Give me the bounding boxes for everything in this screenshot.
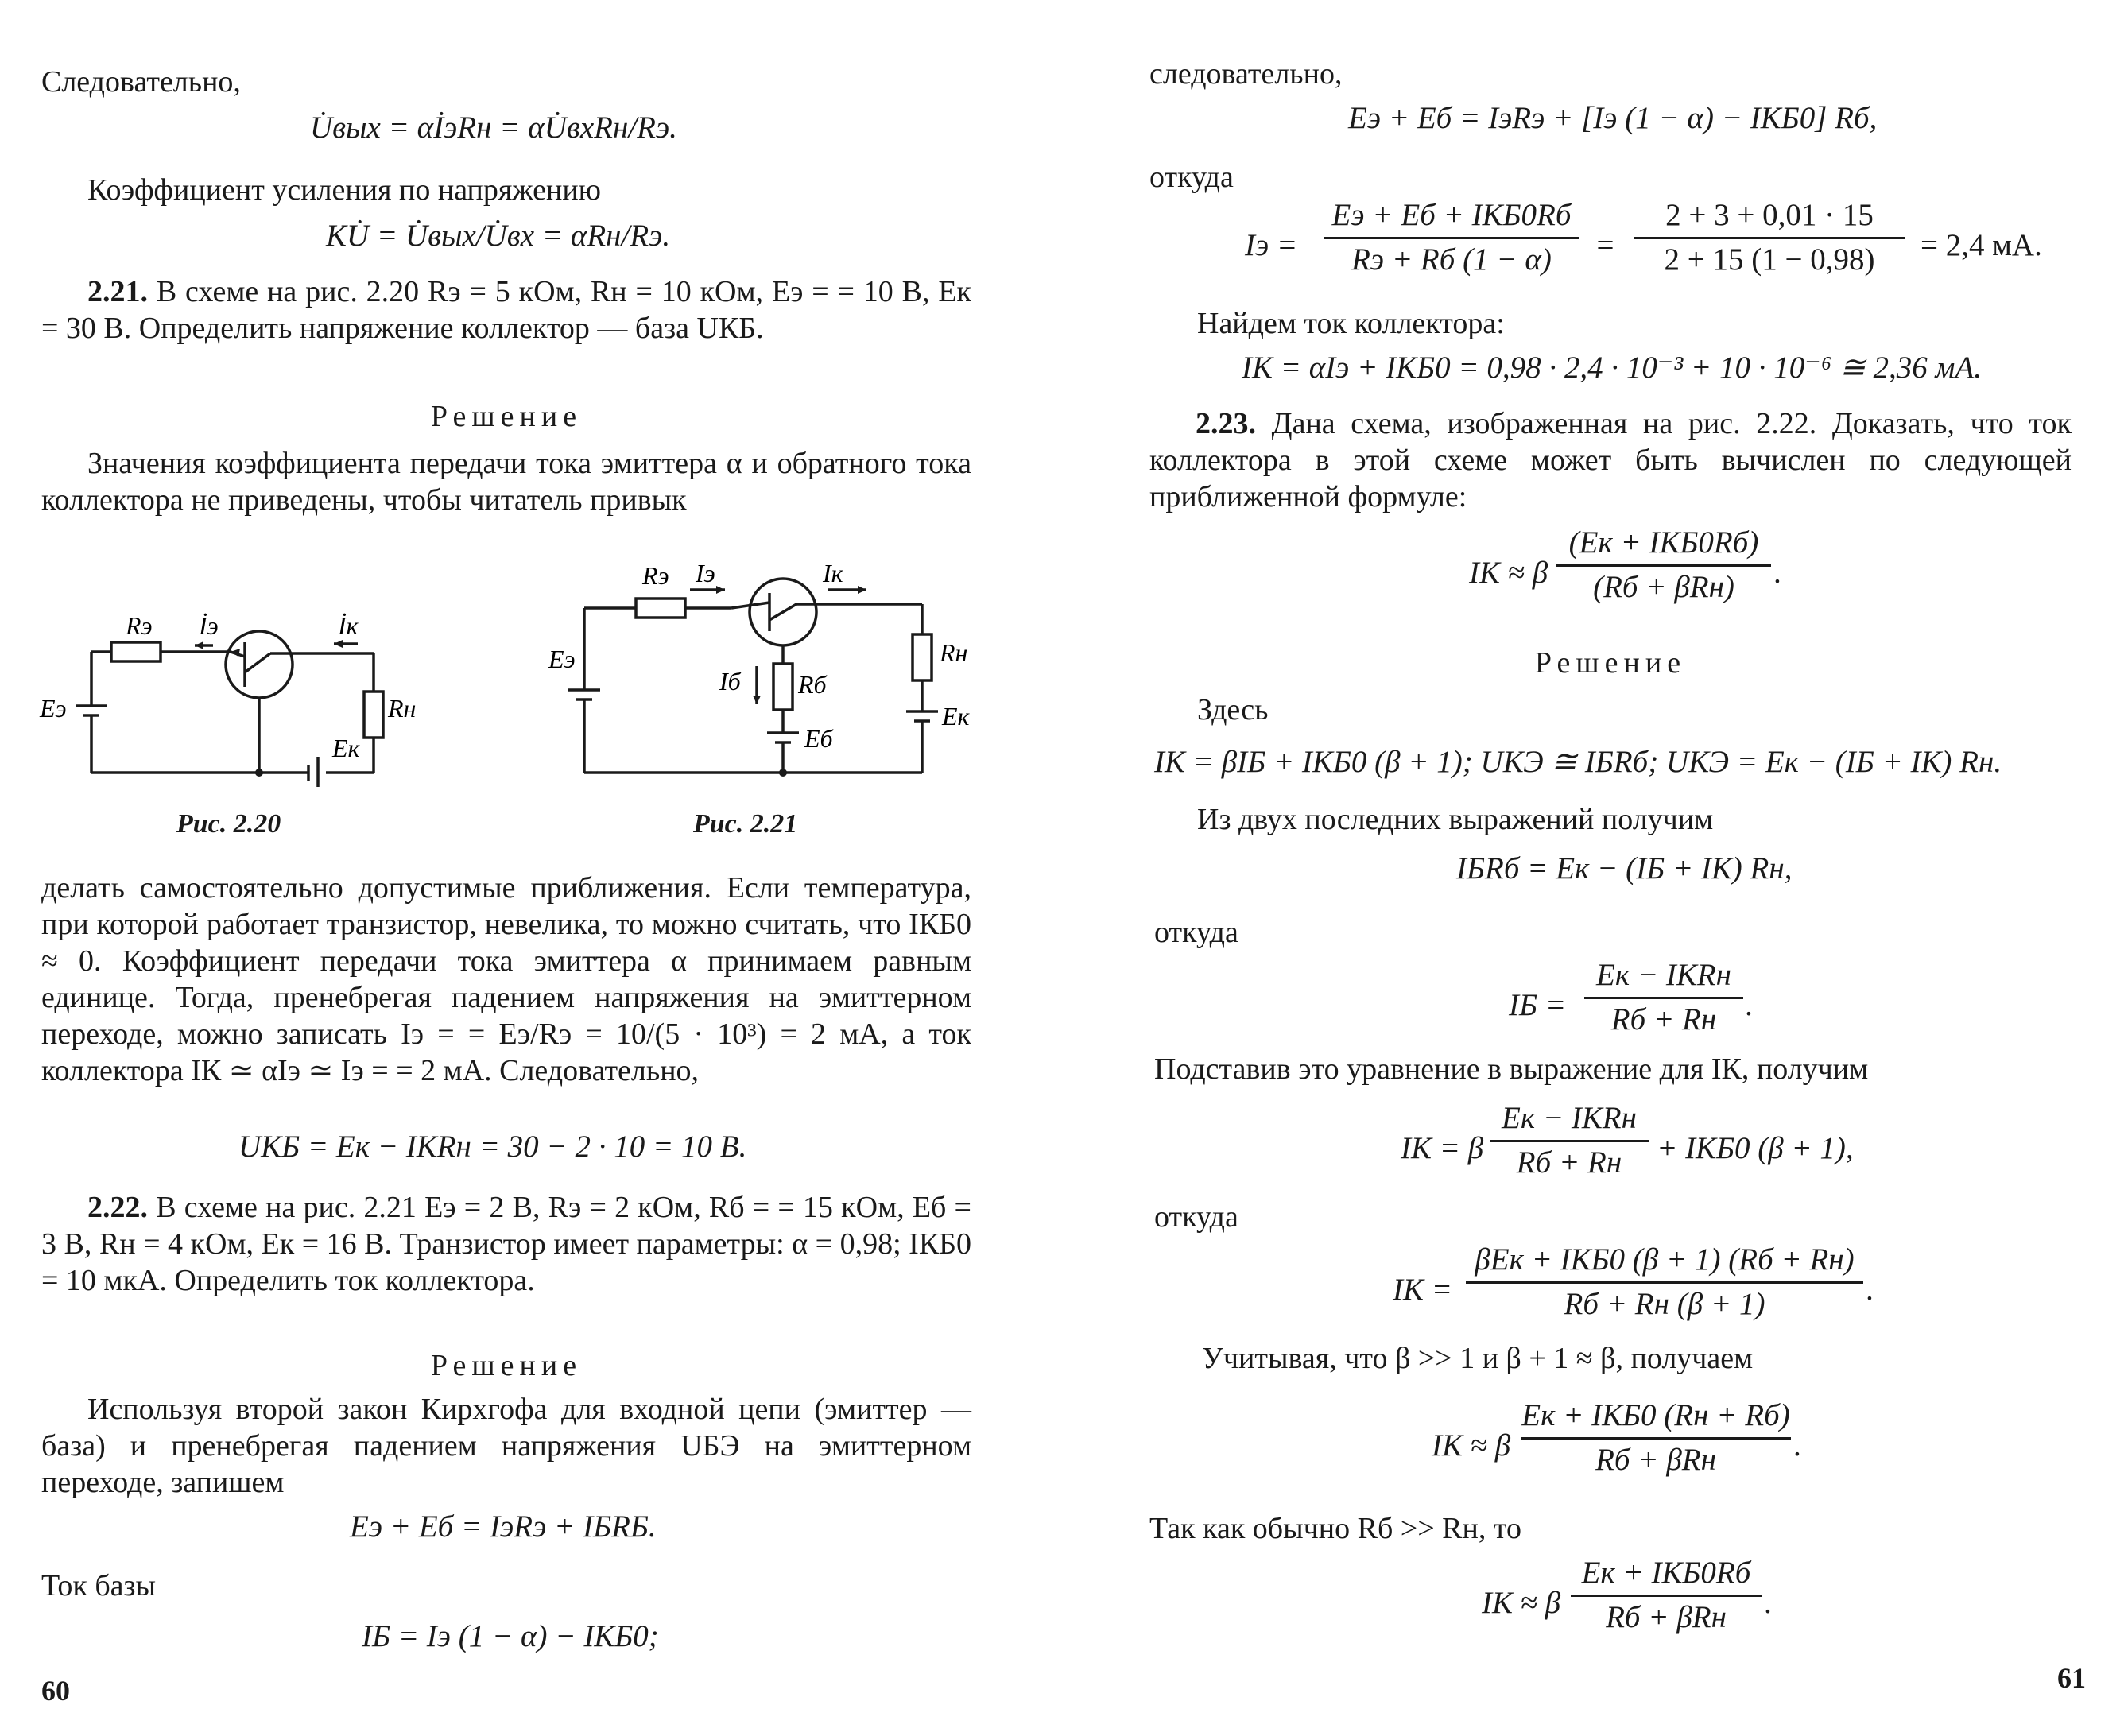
page-number-left: 60 [41,1675,70,1707]
formula-denominator: (Rб + βRн) [1593,570,1734,604]
right-paragraph-9: откуда [1154,1200,1238,1234]
left-paragraph-5: делать самостоятельно допустимые приближения. Если температура, при которой работает транзистор, невелика, то можно считать, что IКБ0 ≈ 0. Коэффициент передачи тока эмиттера α принимаем равным единице. Тогда, пренебрегая падением напряжения на эмиттерном переходе, можно записать Iэ = = Eэ/Rэ = 10/(5 · 10³) = 2 мА, а ток коллектора IК ≃ αIэ ≃ Iэ = = 2 мА. Следовательно, [41,871,971,1087]
formula-end: . [1794,1428,1802,1463]
figure-2-21-caption: Рис. 2.21 [693,809,798,839]
formula-lhs: Iэ = [1245,228,1298,262]
problem-2-21 [41,273,971,347]
page-number-right: 61 [2057,1662,2086,1694]
left-paragraph-2: Коэффициент усиления по напряжению [87,173,602,207]
right-formula-6: IБRб = Eк − (IБ + IК) Rн, [1456,851,1793,885]
problem-text: В схеме на рис. 2.20 Rэ = 5 кОм, Rн = 10 кОм, Eэ = = 10 В, Eк = 30 В. Определить напряжение коллектор — база UКБ. [41,275,972,345]
label-ie: İэ [199,611,219,640]
problem-text: В схеме на рис. 2.21 Eэ = 2 В, Rэ = 2 кОм, Rб = = 15 кОм, Eб = 3 В, Rн = 4 кОм, Eк = 16 В. Транзистор имеет параметры: α = 0,98; IКБ0 = 10 мкА. Определить ток коллектора. [41,1191,971,1297]
label-ek: Eк [942,702,970,730]
right-paragraph-10: Учитывая, что β >> 1 и β + 1 ≈ β, получаем [1202,1342,1754,1375]
problem-2-23 [1149,405,2072,515]
left-formula-5: IБ = Iэ (1 − α) − IКБ0; [362,1619,659,1653]
figure-2-20-caption: Рис. 2.20 [176,809,281,839]
right-formula-3: IК = αIэ + IКБ0 = 0,98 · 2,4 · 10⁻³ + 10 · 10⁻⁶ ≅ 2,36 мА. [1242,351,1983,385]
left-paragraph-8: Ток базы [41,1569,157,1602]
formula-lhs: IК ≈ β [1482,1586,1561,1620]
right-page [1062,0,2124,1736]
transistor-symbol [226,631,293,698]
formula-denominator: Rб + Rн (β + 1) [1564,1287,1765,1321]
formula-denominator: Rб + Rн [1610,1002,1717,1037]
left-paragraph-1: Следовательно, [41,65,241,99]
formula-end: + IКБ0 (β + 1), [1657,1131,1854,1165]
label-re: Rэ [642,561,669,590]
label-ik: Iк [823,559,843,587]
label-rn: Rн [388,694,417,723]
formula-end: . [1765,1586,1773,1620]
right-paragraph-1: следовательно, [1149,57,1343,91]
formula-lhs: IБ = [1509,988,1567,1022]
left-formula-3: UКБ = Eк − IКRн = 30 − 2 · 10 = 10 В. [238,1130,747,1164]
formula-lhs: IК ≈ β [1469,556,1548,590]
formula-denominator: Rб + βRн [1595,1443,1716,1477]
left-formula-1: U̇вых = αİэRн = αU̇вхRн/Rэ. [310,110,677,145]
formula-equals: = [1595,228,1616,262]
resistor-re [636,599,685,618]
label-re: Rэ [126,611,153,640]
right-paragraph-7: откуда [1154,916,1238,949]
formula-end: . [1774,556,1782,590]
label-ie: Iэ [696,559,715,587]
label-ee: Eэ [40,694,67,723]
formula-numerator-values: 2 + 3 + 0,01 · 15 [1665,198,1874,232]
problem-number: 2.23. [1196,407,1256,440]
formula-numerator: (Eк + IКБ0Rб) [1568,525,1759,560]
formula-lhs: IК ≈ β [1432,1428,1511,1463]
label-ik: İк [338,611,359,640]
problem-2-22 [41,1189,971,1299]
resistor-rn [913,634,932,680]
solution-heading: Решение [430,1349,583,1382]
right-formula-1: Eэ + Eб = IэRэ + [Iэ (1 − α) − IКБ0] Rб, [1348,101,1878,135]
label-ee: Eэ [548,645,576,673]
label-ib: Iб [719,667,741,696]
left-paragraph-4: Значения коэффициента передачи тока эмиттера α и обратного тока коллектора не приведены, чтобы читатель привык [41,447,971,517]
right-paragraph-6: Из двух последних выражений получим [1197,803,1714,836]
formula-lhs: IК = [1393,1273,1452,1307]
label-rb: Rб [798,670,827,699]
problem-number: 2.22. [87,1191,148,1224]
formula-numerator: Eк + IКБ0 (Rн + Rб) [1521,1398,1790,1432]
resistor-rn [364,692,383,738]
right-paragraph-11: Так как обычно Rб >> Rн, то [1149,1512,1521,1545]
right-paragraph-8: Подставив это уравнение в выражение для IК, получим [1154,1052,1869,1086]
right-formula-5: IК = βIБ + IКБ0 (β + 1); UКЭ ≅ IБRб; UКЭ = Eк − (IБ + IК) Rн. [1154,745,2002,779]
problem-text: Дана схема, изображенная на рис. 2.22. Доказать, что ток коллектора в этой схеме может быть вычислен по следующей приближенной формуле: [1149,407,2072,513]
left-formula-4: Eэ + Eб = IэRэ + IБRБ. [350,1509,657,1544]
formula-end: . [1866,1273,1874,1307]
formula-numerator: Eк − IКRн [1502,1101,1637,1135]
solution-heading: Решение [1534,646,1687,680]
resistor-rb [773,664,793,710]
formula-numerator: Eк − IКRн [1596,958,1731,992]
formula-result: = 2,4 мА. [1921,228,2042,262]
formula-denominator-values: 2 + 15 (1 − 0,98) [1664,242,1875,277]
left-formula-2: KU̇ = U̇вых/U̇вх = αRн/Rэ. [326,219,671,253]
resistor-re [111,642,161,661]
formula-denominator: Rэ + Rб (1 − α) [1351,242,1552,277]
right-paragraph-5: Здесь [1197,693,1269,727]
left-paragraph-7: Используя второй закон Кирхгофа для входной цепи (эмиттер — база) и пренебрегая падением напряжения UБЭ на эмиттерном переходе, запишем [41,1393,971,1499]
formula-numerator: βEк + IКБ0 (β + 1) (Rб + Rн) [1475,1242,1855,1277]
problem-number: 2.21. [87,275,148,308]
formula-end: . [1746,988,1754,1022]
right-paragraph-3: Найдем ток коллектора: [1197,307,1505,340]
label-eb: Eб [804,724,833,753]
formula-numerator: Eк + IКБ0Rб [1581,1556,1751,1590]
formula-denominator: Rб + Rн [1516,1145,1622,1180]
formula-denominator: Rб + βRн [1606,1600,1727,1634]
figure-2-20-circuit [32,588,445,787]
label-rn: Rн [940,638,968,667]
label-ek: Eк [332,734,360,762]
formula-numerator: Eэ + Eб + IКБ0Rб [1331,198,1572,232]
right-paragraph-2: откуда [1149,161,1234,194]
figure-2-21-circuit [548,548,994,787]
formula-lhs: IК = β [1401,1131,1484,1165]
solution-heading: Решение [430,400,583,433]
